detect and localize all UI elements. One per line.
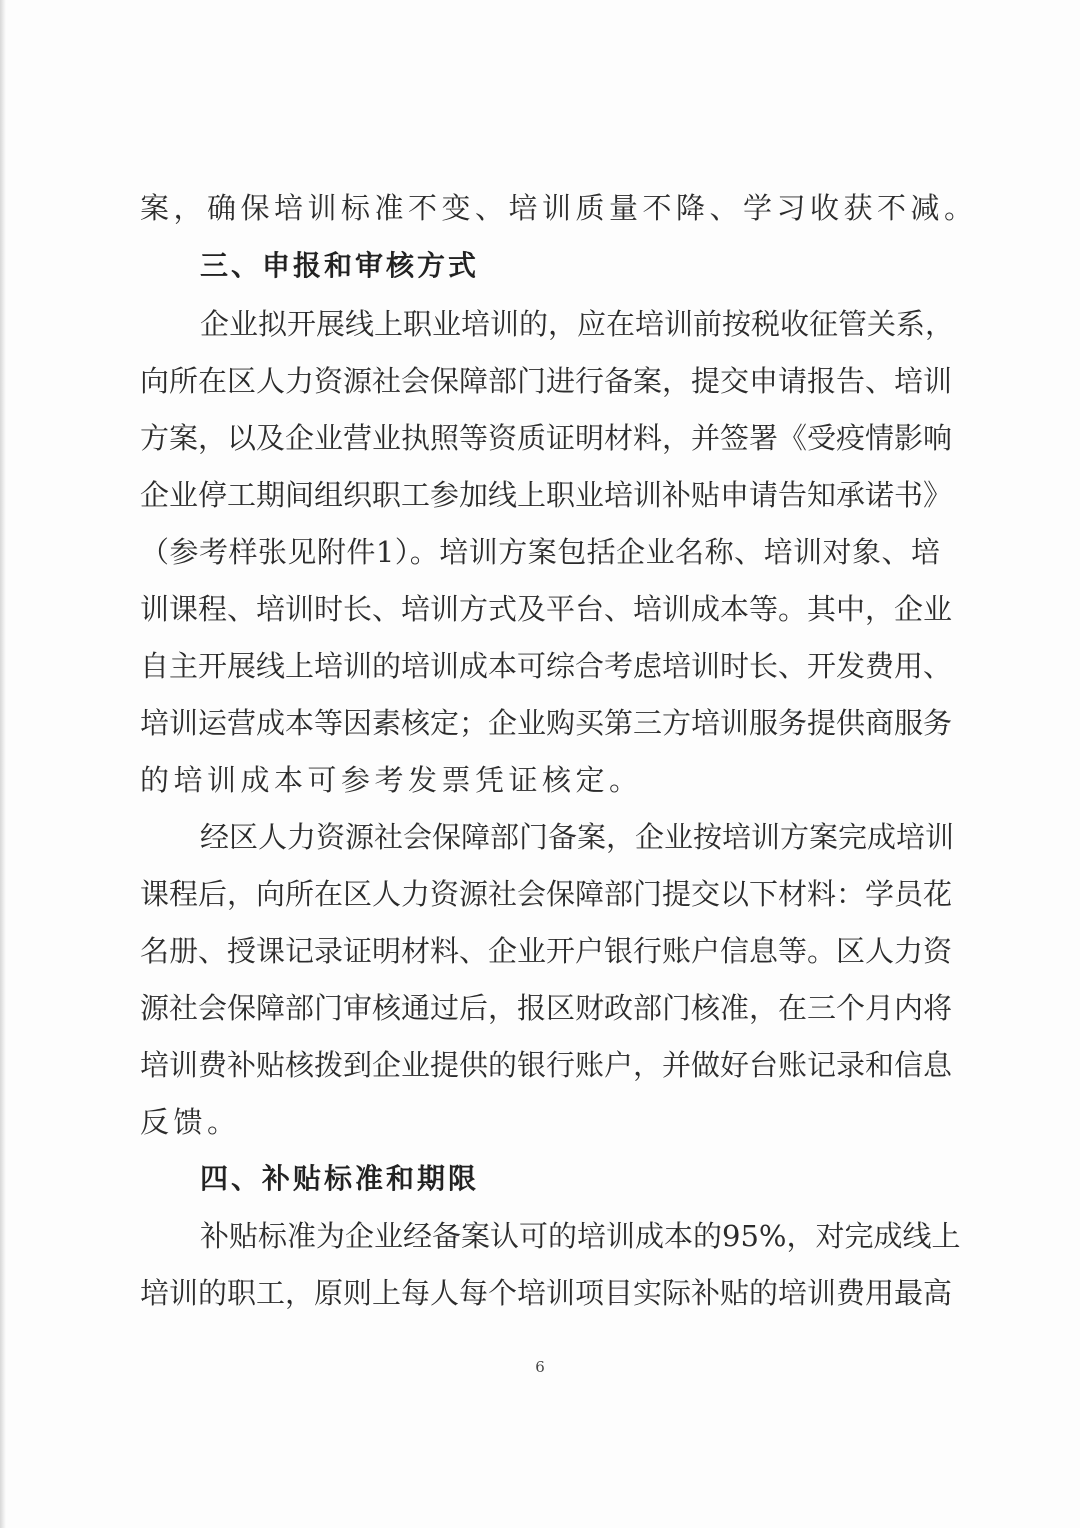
text-line-15: 源社会保障部门审核通过后，报区财政部门核准，在三个月内将 bbox=[140, 991, 953, 1025]
text-line-13: 课程后，向所在区人力资源社会保障部门提交以下材料：学员花 bbox=[140, 877, 953, 911]
text-line-3: 企业拟开展线上职业培训的，应在培训前按税收征管关系， bbox=[200, 307, 955, 341]
section-heading-3: 三、申报和审核方式 bbox=[200, 249, 480, 282]
section-heading-4: 四、补贴标准和期限 bbox=[200, 1162, 480, 1195]
text-line-16: 培训费补贴核拨到企业提供的银行账户，并做好台账记录和信息 bbox=[140, 1048, 953, 1082]
text-line-9: 自主开展线上培训的培训成本可综合考虑培训时长、开发费用、 bbox=[140, 649, 953, 683]
text-line-7: （参考样张见附件1）。培训方案包括企业名称、培训对象、培 bbox=[140, 535, 940, 569]
text-line-4: 向所在区人力资源社会保障部门进行备案，提交申请报告、培训 bbox=[140, 364, 953, 398]
text-line-20: 培训的职工，原则上每人每个培训项目实际补贴的培训费用最高 bbox=[140, 1276, 953, 1310]
text-line-6: 企业停工期间组织职工参加线上职业培训补贴申请告知承诺书》 bbox=[140, 478, 953, 512]
text-line-10: 培训运营成本等因素核定；企业购买第三方培训服务提供商服务 bbox=[140, 706, 953, 740]
page-edge bbox=[0, 0, 6, 1528]
page-number: 6 bbox=[535, 1358, 545, 1376]
text-line-11: 的培训成本可参考发票凭证核定。 bbox=[140, 763, 643, 797]
text-line-8: 训课程、培训时长、培训方式及平台、培训成本等。其中，企业 bbox=[140, 592, 953, 626]
text-line-5: 方案，以及企业营业执照等资质证明材料，并签署《受疫情影响 bbox=[140, 421, 953, 455]
text-line-1: 案，确保培训标准不变、培训质量不降、学习收获不减。 bbox=[140, 191, 978, 225]
text-line-14: 名册、授课记录证明材料、企业开户银行账户信息等。区人力资 bbox=[140, 934, 953, 968]
text-line-19: 补贴标准为企业经备案认可的培训成本的95%，对完成线上 bbox=[200, 1219, 961, 1253]
text-line-12: 经区人力资源社会保障部门备案，企业按培训方案完成培训 bbox=[200, 820, 955, 854]
text-line-17: 反馈。 bbox=[140, 1105, 241, 1139]
